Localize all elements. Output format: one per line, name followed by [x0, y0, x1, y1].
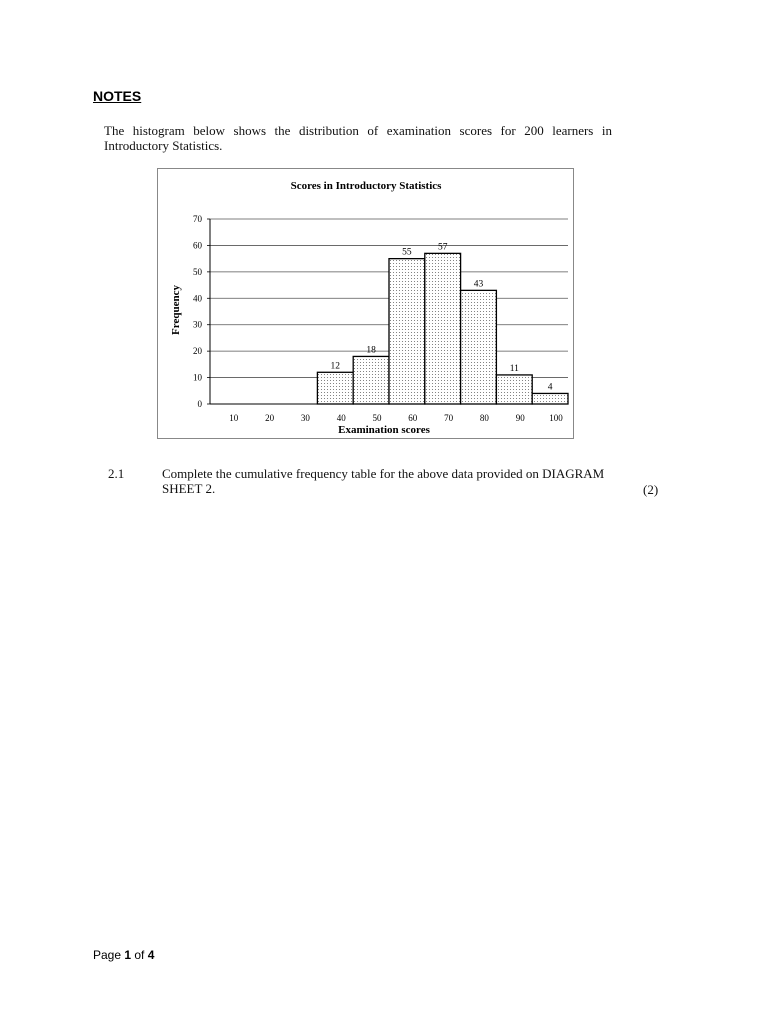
x-tick-label: 80	[479, 413, 489, 423]
bar-value-label: 43	[473, 279, 484, 290]
y-tick-label: 30	[193, 319, 202, 330]
histogram-bar	[532, 393, 568, 404]
x-tick-label: 100	[549, 413, 563, 423]
bar-value-label: 4	[547, 382, 553, 393]
histogram-bar	[461, 290, 497, 404]
y-tick-label: 10	[193, 372, 202, 383]
question-text: Complete the cumulative frequency table for the above data provided on DIAGRAM SHEET 2.	[162, 466, 605, 496]
intro-paragraph: The histogram below shows the distribution of examination scores for 200 learners in Introductory Statistics.	[104, 123, 612, 153]
y-tick-label: 60	[193, 240, 202, 251]
bar-value-label: 57	[437, 242, 448, 253]
histogram-bar	[317, 372, 353, 404]
y-tick-label: 70	[193, 214, 202, 224]
y-tick-label: 0	[197, 399, 202, 409]
bar-value-label: 18	[366, 345, 376, 356]
question-number: 2.1	[108, 466, 125, 481]
page-prefix: Page	[93, 948, 125, 962]
x-tick-label: 20	[265, 413, 275, 423]
bar-value-label: 55	[402, 247, 412, 258]
x-tick-label: 10	[229, 413, 239, 423]
x-axis-label: Examination scores	[338, 424, 430, 436]
y-tick-label: 20	[193, 346, 202, 357]
bar-value-label: 11	[509, 363, 519, 374]
y-tick-label: 40	[193, 293, 202, 304]
histogram-svg	[158, 169, 573, 438]
y-tick-label: 50	[193, 266, 202, 277]
chart-title: Scores in Introductory Statistics	[290, 180, 442, 192]
histogram-chart	[157, 168, 574, 439]
x-tick-label: 30	[300, 413, 310, 423]
notes-heading: NOTES	[93, 88, 142, 104]
page-total: 4	[147, 948, 155, 962]
question-marks: (2)	[643, 482, 659, 497]
histogram-bar	[496, 375, 532, 404]
histogram-bar	[389, 259, 425, 404]
x-tick-label: 60	[408, 413, 418, 423]
x-tick-label: 70	[444, 413, 454, 423]
x-tick-label: 90	[515, 413, 525, 423]
histogram-bar	[353, 356, 389, 404]
x-tick-label: 50	[372, 413, 382, 423]
x-tick-label: 40	[336, 413, 346, 423]
histogram-bar	[425, 253, 461, 404]
bar-value-label: 12	[330, 361, 341, 372]
page-number	[93, 948, 154, 962]
page-current: 1	[124, 948, 132, 962]
page-of: of	[131, 948, 148, 962]
y-axis-label: Frequency	[170, 285, 182, 335]
